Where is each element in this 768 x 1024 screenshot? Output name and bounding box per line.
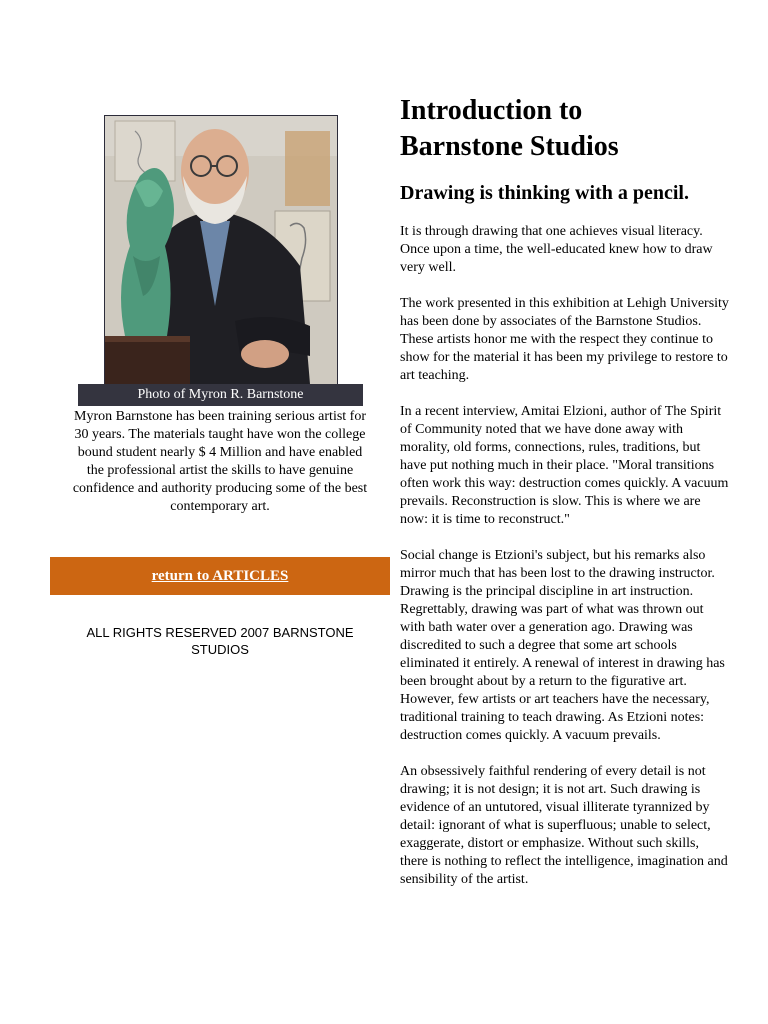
title-line-2: Barnstone Studios (400, 131, 619, 162)
return-bar (50, 557, 390, 595)
article-paragraph: An obsessively faithful rendering of every detail is not drawing; it is not design; it is not art. Such drawing is evidence of an untutored, visual illiterate tyrannized by detail: ignorant of what is superfluous; unable to select, exaggerate, distort or emphasize. Without such skills, there is nothing to reflect the intelligence, imagination and sensibility of the artist. (400, 764, 728, 887)
return-to-articles-link[interactable]: return to ARTICLES (151, 568, 289, 584)
page-title (400, 93, 730, 165)
copyright-text: ALL RIGHTS RESERVED 2007 BARNSTONE STUDIOS (86, 625, 354, 657)
page-subtitle: Drawing is thinking with a pencil. (400, 182, 689, 204)
bio-text: Myron Barnstone has been training serious artist for 30 years. The materials taught have won the college bound student nearly $ 4 Million and have enabled the professional artist the skills to have genuine confidence and authority producing some of the best contemporary art. (72, 409, 368, 514)
article-paragraph: In a recent interview, Amitai Elzioni, author of The Spirit of Community noted that we have done away with morality, old forms, connections, rules, traditions, but have put nothing much in their place. "Moral transitions often work this way: destruction comes quickly. A vacuum prevails. Reconstruction is slow. This is where we are now: it is time to reconstruct." (400, 404, 729, 527)
photo-caption: Photo of Myron R. Barnstone (78, 384, 363, 406)
article-paragraph: It is through drawing that one achieves visual literacy. Once upon a time, the well-educated knew how to draw very well. (400, 224, 713, 275)
title-line-1: Introduction to (400, 95, 583, 126)
article-paragraph: The work presented in this exhibition at Lehigh University has been done by associates of the Barnstone Studios. These artists honor me with the respect they continue to show for the material it has been my privilege to restore to art teaching. (400, 296, 729, 383)
article (400, 93, 730, 907)
article-paragraph: Social change is Etzioni's subject, but his remarks also mirror much that has been lost to the drawing instructor. Drawing is the principal discipline in art instruction. Regrettably, drawing was part of what was thrown out with bath water over a generation ago. Drawing was discredited to such a degree that some art schools eliminated it entirely. A renewal of interest in drawing has been brought about by a return to the figurative art. However, few artists or art teachers have the necessary, traditional training to teach drawing. As Etzioni notes: destruction comes quickly. A vacuum prevails. (400, 548, 725, 743)
portrait-photo (104, 115, 338, 385)
